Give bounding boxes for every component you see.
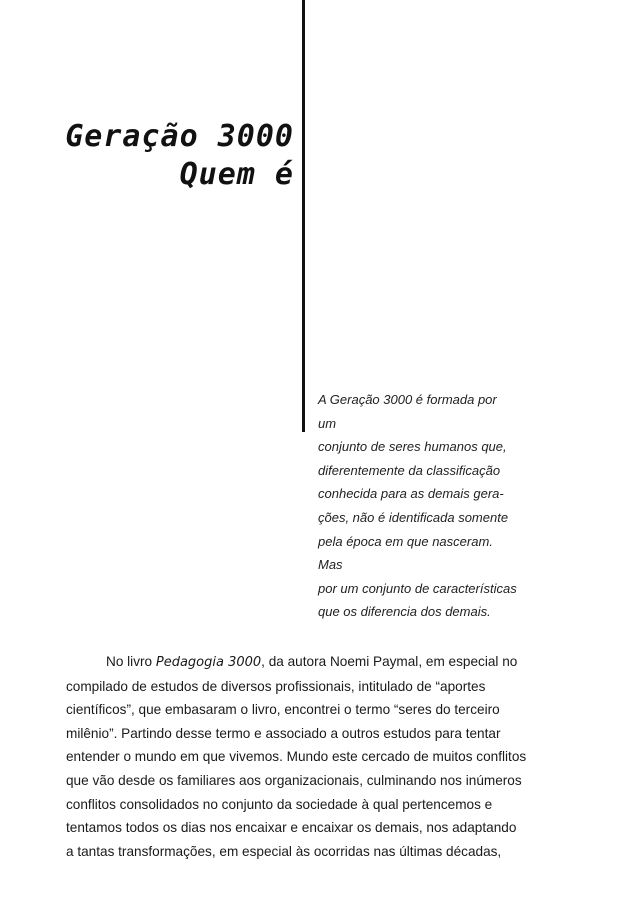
epigraph-line: por um conjunto de características	[318, 580, 517, 596]
body-prefix: No livro	[106, 654, 156, 669]
body-line: tentamos todos os dias nos encaixar e encaixar os demais, nos adaptando	[66, 820, 517, 836]
epigraph-line: ções, não é identificada somente	[318, 509, 509, 525]
epigraph-line: diferentemente da classificação	[318, 462, 501, 478]
body-line: entender o mundo em que vivemos. Mundo este cercado de muitos conflitos	[66, 749, 527, 765]
chapter-title-line-2: Quem é	[179, 157, 294, 192]
epigraph-line: conjunto de seres humanos que,	[318, 439, 507, 455]
body-line-first	[66, 650, 518, 675]
epigraph-line: conhecida para as demais gera-	[318, 486, 504, 502]
body-suffix: , da autora Noemi Paymal, em especial no	[261, 654, 518, 669]
body-line: conflitos consolidados no conjunto da sociedade à qual pertencemos e	[66, 796, 493, 812]
chapter-title	[65, 118, 294, 194]
body-line: que vão desde os familiares aos organizacionais, culminando nos inúmeros	[66, 772, 522, 788]
body-paragraph	[66, 650, 527, 863]
body-line: a tantas transformações, em especial às ocorridas nas últimas décadas,	[66, 843, 502, 859]
body-line: científicos”, que embasaram o livro, encontrei o termo “seres do terceiro	[66, 702, 500, 718]
epigraph-line: que os diferencia dos demais.	[318, 604, 491, 620]
body-line: compilado de estudos de diversos profissionais, intitulado de “aportes	[66, 678, 486, 694]
epigraph-line: A Geração 3000 é formada por um	[318, 392, 497, 431]
body-line: milênio”. Partindo desse termo e associado a outros estudos para tentar	[66, 725, 501, 741]
chapter-title-line-1: Geração 3000	[65, 119, 294, 154]
book-title: Pedagogia 3000	[155, 655, 262, 670]
vertical-rule	[302, 0, 305, 432]
epigraph-line: pela época em que nasceram. Mas	[318, 533, 493, 573]
epigraph	[318, 388, 518, 624]
